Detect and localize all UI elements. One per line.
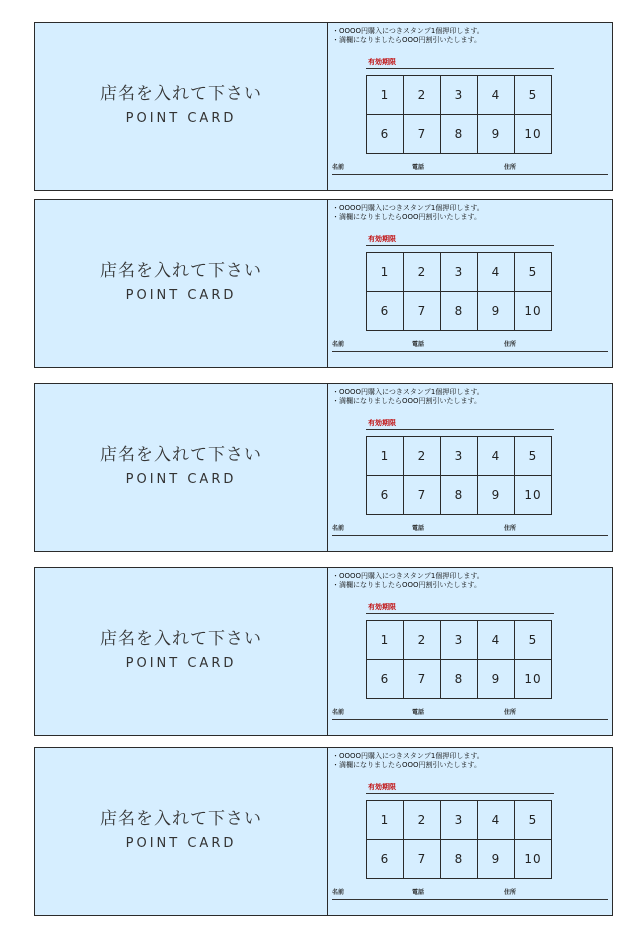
stamp-rule-note: ・OOOO円購入につきスタンプ1個押印します。 (332, 388, 484, 396)
stamp-rule-note: ・OOOO円購入につきスタンプ1個押印します。 (332, 204, 484, 212)
name-label: 名前 (332, 709, 345, 716)
stamp-cell: 10 (515, 840, 552, 879)
stamp-cell: 6 (367, 115, 404, 154)
stamp-cell: 2 (404, 621, 441, 660)
name-label: 名前 (332, 164, 345, 171)
address-label: 住所 (504, 709, 517, 716)
stamp-cell: 3 (441, 621, 478, 660)
signature-line (332, 351, 608, 352)
stamp-grid (366, 252, 552, 331)
expiry-line (366, 613, 554, 614)
stamp-grid (366, 75, 552, 154)
stamp-cell: 2 (404, 76, 441, 115)
shop-name: 店名を入れて下さい (100, 629, 262, 649)
expiry-line (366, 793, 554, 794)
phone-label: 電話 (412, 164, 425, 171)
shop-name: 店名を入れて下さい (100, 261, 262, 281)
signature-line (332, 535, 608, 536)
discount-rule-note: ・満欄になりましたらOOO円割引いたします。 (332, 397, 481, 405)
phone-label: 電話 (412, 341, 425, 348)
stamp-cell: 6 (367, 476, 404, 515)
point-card (34, 567, 613, 736)
address-label: 住所 (504, 889, 517, 896)
discount-rule-note: ・満欄になりましたらOOO円割引いたします。 (332, 36, 481, 44)
point-card-title: POINT CARD (125, 656, 237, 671)
stamp-cell: 8 (441, 292, 478, 331)
expiry-line (366, 245, 554, 246)
stamp-cell: 10 (515, 660, 552, 699)
stamp-cell: 7 (404, 660, 441, 699)
stamp-cell: 7 (404, 292, 441, 331)
card-back (328, 23, 612, 190)
point-card-title: POINT CARD (125, 836, 237, 851)
expiry-line (366, 429, 554, 430)
stamp-cell: 3 (441, 437, 478, 476)
name-label: 名前 (332, 341, 345, 348)
stamp-cell: 10 (515, 292, 552, 331)
stamp-cell: 7 (404, 115, 441, 154)
stamp-cell: 5 (515, 621, 552, 660)
shop-name: 店名を入れて下さい (100, 84, 262, 104)
point-card-title: POINT CARD (125, 472, 237, 487)
signature-line (332, 899, 608, 900)
stamp-cell: 9 (478, 840, 515, 879)
stamp-cell: 8 (441, 115, 478, 154)
stamp-cell: 2 (404, 437, 441, 476)
phone-label: 電話 (412, 709, 425, 716)
stamp-cell: 1 (367, 621, 404, 660)
stamp-cell: 10 (515, 476, 552, 515)
card-back (328, 568, 612, 735)
stamp-grid (366, 800, 552, 879)
stamp-cell: 3 (441, 76, 478, 115)
signature-line (332, 174, 608, 175)
stamp-rule-note: ・OOOO円購入につきスタンプ1個押印します。 (332, 752, 484, 760)
stamp-cell: 6 (367, 840, 404, 879)
stamp-cell: 1 (367, 253, 404, 292)
card-front (35, 384, 327, 551)
discount-rule-note: ・満欄になりましたらOOO円割引いたします。 (332, 761, 481, 769)
card-front (35, 568, 327, 735)
expiry-label: 有効期限 (368, 419, 396, 427)
expiry-label: 有効期限 (368, 603, 396, 611)
card-back (328, 748, 612, 915)
stamp-cell: 7 (404, 476, 441, 515)
stamp-cell: 6 (367, 660, 404, 699)
card-front (35, 23, 327, 190)
stamp-cell: 5 (515, 801, 552, 840)
stamp-cell: 9 (478, 660, 515, 699)
point-card (34, 22, 613, 191)
stamp-cell: 4 (478, 437, 515, 476)
shop-name: 店名を入れて下さい (100, 809, 262, 829)
expiry-label: 有効期限 (368, 58, 396, 66)
point-card (34, 747, 613, 916)
stamp-cell: 1 (367, 437, 404, 476)
stamp-cell: 1 (367, 801, 404, 840)
stamp-cell: 9 (478, 476, 515, 515)
shop-name: 店名を入れて下さい (100, 445, 262, 465)
stamp-cell: 5 (515, 76, 552, 115)
discount-rule-note: ・満欄になりましたらOOO円割引いたします。 (332, 213, 481, 221)
name-label: 名前 (332, 525, 345, 532)
stamp-cell: 6 (367, 292, 404, 331)
stamp-cell: 4 (478, 253, 515, 292)
expiry-line (366, 68, 554, 69)
discount-rule-note: ・満欄になりましたらOOO円割引いたします。 (332, 581, 481, 589)
stamp-cell: 2 (404, 253, 441, 292)
expiry-label: 有効期限 (368, 235, 396, 243)
stamp-cell: 9 (478, 115, 515, 154)
stamp-cell: 7 (404, 840, 441, 879)
stamp-cell: 9 (478, 292, 515, 331)
stamp-cell: 3 (441, 253, 478, 292)
point-card-title: POINT CARD (125, 288, 237, 303)
stamp-grid (366, 620, 552, 699)
card-front (35, 748, 327, 915)
stamp-rule-note: ・OOOO円購入につきスタンプ1個押印します。 (332, 572, 484, 580)
stamp-cell: 5 (515, 437, 552, 476)
point-card (34, 199, 613, 368)
stamp-rule-note: ・OOOO円購入につきスタンプ1個押印します。 (332, 27, 484, 35)
signature-line (332, 719, 608, 720)
stamp-grid (366, 436, 552, 515)
stamp-cell: 4 (478, 621, 515, 660)
address-label: 住所 (504, 525, 517, 532)
card-front (35, 200, 327, 367)
stamp-cell: 4 (478, 801, 515, 840)
address-label: 住所 (504, 164, 517, 171)
phone-label: 電話 (412, 525, 425, 532)
stamp-cell: 2 (404, 801, 441, 840)
stamp-cell: 3 (441, 801, 478, 840)
stamp-cell: 8 (441, 660, 478, 699)
stamp-cell: 5 (515, 253, 552, 292)
stamp-cell: 4 (478, 76, 515, 115)
card-back (328, 200, 612, 367)
expiry-label: 有効期限 (368, 783, 396, 791)
point-card (34, 383, 613, 552)
stamp-cell: 1 (367, 76, 404, 115)
card-back (328, 384, 612, 551)
stamp-cell: 10 (515, 115, 552, 154)
address-label: 住所 (504, 341, 517, 348)
stamp-cell: 8 (441, 476, 478, 515)
name-label: 名前 (332, 889, 345, 896)
point-card-title: POINT CARD (125, 111, 237, 126)
stamp-cell: 8 (441, 840, 478, 879)
phone-label: 電話 (412, 889, 425, 896)
